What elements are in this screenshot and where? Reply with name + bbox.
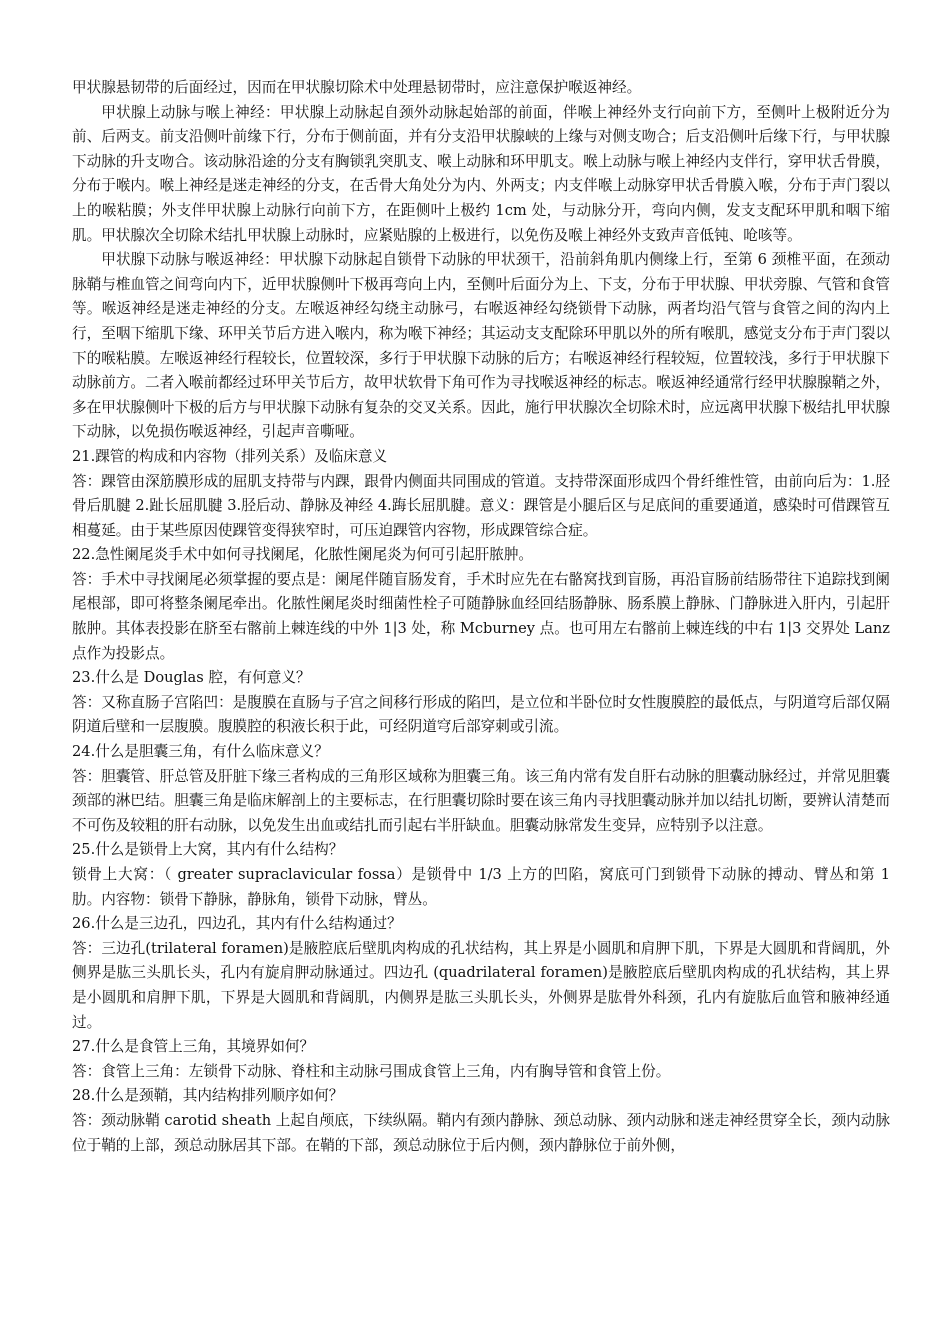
paragraph-continuation: 甲状腺悬韧带的后面经过，因而在甲状腺切除术中处理悬韧带时，应注意保护喉返神经。 — [72, 79, 642, 96]
answer-26: 答：三边孔(trilateral foramen)是腋腔底后壁肌肉构成的孔状结构，其上界是小圆肌和肩胛下肌，下界是大圆肌和背阔肌，外侧界是肱三头肌长头，孔内有旋肩胛动脉通过。四边孔 (quadrilateral foramen)是腋腔底后壁肌肉构成的孔状结构，其上界是小圆肌和肩胛下肌，下界是大圆肌和背阔肌，内侧界是肱三头肌长头，外侧界是肱骨外科颈，孔内有旋肱后血管和腋神经通过。 — [72, 939, 890, 1031]
paragraph-superior-thyroid-artery: 甲状腺上动脉与喉上神经：甲状腺上动脉起自颈外动脉起始部的前面，伴喉上神经外支行向前下方，至侧叶上极附近分为前、后两支。前支沿侧叶前缘下行，分布于侧前面，并有分支沿甲状腺峡的上缘与对侧支吻合；后支沿侧叶后缘下行，与甲状腺下动脉的升支吻合。该动脉沿途的分支有胸锁乳突肌支、喉上动脉和环甲肌支。喉上动脉与喉上神经内支伴行，穿甲状舌骨膜，分布于喉内。喉上神经是迷走神经的分支，在舌骨大角处分为内、外两支；内支伴喉上动脉穿甲状舌骨膜入喉，分布于声门裂以上的喉粘膜；外支伴甲状腺上动脉行向前下方，在距侧叶上极约 1cm 处，与动脉分开，弯向内侧，发支支配环甲肌和咽下缩肌。甲状腺次全切除术结扎甲状腺上动脉时，应紧贴腺的上极进行，以免伤及喉上神经外支致声音低钝、呛咳等。 — [72, 103, 890, 244]
question-27: 27.什么是食管上三角，其境界如何？ — [72, 1038, 315, 1056]
answer-28: 答：颈动脉鞘 carotid sheath 上起自颅底，下续纵隔。鞘内有颈内静脉、颈总动脉、颈内动脉和迷走神经贯穿全长，颈内动脉位于鞘的上部，颈总动脉居其下部。在鞘的下部，颈总动脉位于后内侧，颈内静脉位于前外侧， — [72, 1111, 890, 1154]
answer-23: 答：又称直肠子宫陷凹：是腹膜在直肠与子宫之间移行形成的陷凹，是立位和半卧位时女性腹膜腔的最低点，与阴道穹后部仅隔阴道后壁和一层腹膜。腹膜腔的积液长积于此，可经阴道穹后部穿刺或引流。 — [72, 693, 890, 736]
paragraph-inferior-thyroid-artery: 甲状腺下动脉与喉返神经：甲状腺下动脉起自锁骨下动脉的甲状颈干，沿前斜角肌内侧缘上行，至第 6 颈椎平面，在颈动脉鞘与椎血管之间弯向内下，近甲状腺侧叶下极再弯向上内，至侧叶后面分为上、下支，分布于甲状腺、甲状旁腺、气管和食管等。喉返神经是迷走神经的分支。左喉返神经勾绕主动脉弓，右喉返神经勾绕锁骨下动脉，两者均沿气管与食管之间的沟内上行，至咽下缩肌下缘、环甲关节后方进入喉内，称为喉下神经；其运动支支配除环甲肌以外的所有喉肌，感觉支分布于声门裂以下的喉粘膜。左喉返神经行程较长，位置较深，多行于甲状腺下动脉的后方；右喉返神经行程较短，位置较浅，多行于甲状腺下动脉前方。二者入喉前都经过环甲关节后方，故甲状软骨下角可作为寻找喉返神经的标志。喉返神经通常行经甲状腺腺鞘之外，多在甲状腺侧叶下极的后方与甲状腺下动脉有复杂的交叉关系。因此，施行甲状腺次全切除术时，应远离甲状腺下极结扎甲状腺下动脉，以免损伤喉返神经，引起声音嘶哑。 — [72, 251, 890, 441]
question-21: 21.踝管的构成和内容物（排列关系）及临床意义 — [72, 447, 388, 465]
document-page — [72, 76, 890, 1158]
question-24: 24.什么是胆囊三角，有什么临床意义？ — [72, 743, 329, 761]
answer-22: 答：手术中寻找阑尾必须掌握的要点是：阑尾伴随盲肠发育，手术时应先在右骼窝找到盲肠，再沿盲肠前结肠带往下追踪找到阑尾根部，即可将整条阑尾牵出。化脓性阑尾炎时细菌性栓子可随静脉血经回结肠静脉、肠系膜上静脉、门静脉进入肝内，引起肝脓肿。其体表投影在脐至右髂前上棘连线的中外 1|3 处，称 Mcburney 点。也可用左右髂前上棘连线的中右 1|3 交界处 Lanz 点作为投影点。 — [72, 570, 890, 662]
question-26: 26.什么是三边孔，四边孔，其内有什么结构通过？ — [72, 915, 402, 933]
answer-27: 答：食管上三角：左锁骨下动脉、脊柱和主动脉弓围成食管上三角，内有胸导管和食管上份。 — [72, 1062, 671, 1080]
question-22: 22.急性阑尾炎手术中如何寻找阑尾，化脓性阑尾炎为何可引起肝脓肿。 — [72, 546, 534, 564]
question-23: 23.什么是 Douglas 腔，有何意义？ — [72, 669, 311, 687]
question-25: 25.什么是锁骨上大窝，其内有什么结构？ — [72, 841, 344, 859]
question-28: 28.什么是颈鞘，其内结构排列顺序如何？ — [72, 1087, 344, 1105]
answer-21: 答：踝管由深筋膜形成的屈肌支持带与内踝，跟骨内侧面共同围成的管道。支持带深面形成四个骨纤维性管，由前向后为：1.胫骨后肌腱 2.趾长屈肌腱 3.胫后动、静脉及神经 4.踇长屈肌腱。意义：踝管是小腿后区与足底间的重要通道，感染时可借踝管互相蔓延。由于某些原因使踝管变得狭窄时，可压迫踝管内容物，形成踝管综合症。 — [72, 472, 890, 539]
answer-25: 锁骨上大窝：（ greater supraclavicular fossa）是锁骨中 1/3 上方的凹陷，窝底可门到锁骨下动脉的搏动、臂丛和第 1 肋。内容物：锁骨下静脉，静脉角，锁骨下动脉，臂丛。 — [72, 866, 890, 908]
answer-24: 答：胆囊管、肝总管及肝脏下缘三者构成的三角形区域称为胆囊三角。该三角内常有发自肝右动脉的胆囊动脉经过，并常见胆囊颈部的淋巴结。胆囊三角是临床解剖上的主要标志，在行胆囊切除时要在该三角内寻找胆囊动脉并加以结扎切断，要辨认清楚而不可伤及较粗的肝右动脉，以免发生出血或结扎而引起右半肝缺血。胆囊动脉常发生变异，应特别予以注意。 — [72, 767, 890, 834]
